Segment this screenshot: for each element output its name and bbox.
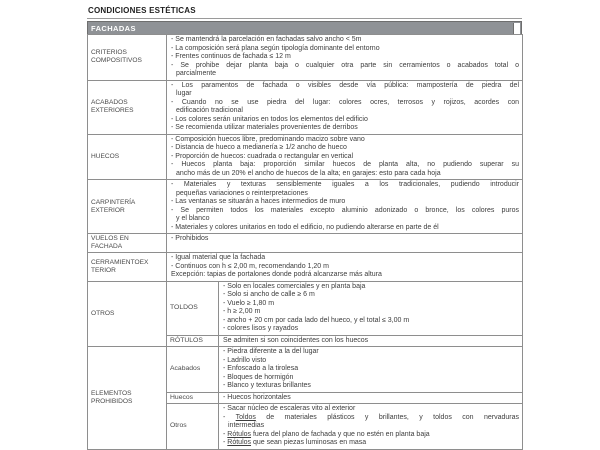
row-label: OTROS — [88, 281, 167, 347]
list-item — [223, 394, 519, 403]
list-item — [223, 374, 519, 383]
text-line: Se admiten si son coincidentes con los huecos — [223, 336, 369, 344]
text-fragment: fuera del plano de fachada y que no estén en planta baja — [251, 430, 430, 438]
list-item — [223, 317, 519, 326]
list-item — [171, 235, 519, 244]
text-line: - Los paramentos de fachada o visibles desde vía pública: mampostería de piedra del — [171, 81, 520, 89]
row-label: ELEMENTOS PROHIBIDOS — [88, 347, 167, 450]
row-label: ACABADOS EXTERIORES — [88, 80, 167, 134]
subrow-content — [219, 404, 523, 450]
text-line: - Se prohibe dejar planta baja o cualquier otra parte sin cerramientos o acabados total o — [171, 61, 520, 69]
list-item — [171, 153, 519, 162]
text-line: - Vuelo ≥ 1,80 m — [223, 299, 275, 307]
row-vuelos-en-fachada — [88, 234, 523, 253]
text-line: - Las ventanas se situarán a haces intermedios de muro — [171, 198, 346, 205]
text-line: - Piedra diferente a la del lugar — [223, 348, 319, 355]
row-label: VUELOS EN FACHADA — [88, 234, 167, 253]
row-content — [167, 35, 523, 81]
list-item — [171, 99, 519, 116]
text-line: - Bloques de hormigón — [223, 373, 294, 381]
list-item — [171, 36, 519, 45]
list-item — [171, 53, 519, 62]
subrow-label: Huecos — [167, 392, 219, 404]
text-line: - Sacar núcleo de escaleras vito al exterior — [223, 405, 356, 412]
row-content — [167, 253, 523, 282]
list-item — [171, 62, 519, 79]
text-line: - ancho + 20 cm por cada lado del hueco, y el total ≤ 3,00 m — [223, 316, 410, 324]
text-line: - colores lisos y rayados — [223, 325, 299, 332]
list-item — [223, 439, 519, 448]
text-line: - La composición será plana según tipología dominante del entorno — [171, 44, 380, 52]
text-line: - Cuando no se use piedra del lugar: colores ocres, terrosos y rojizos, acordes con — [171, 98, 520, 106]
section-header-bar — [87, 21, 522, 34]
row-label: CARPINTERÍA EXTERIOR — [88, 180, 167, 234]
text-fragment: que sean piezas luminosas en masa — [251, 439, 367, 446]
text-line: - Igual material que la fachada — [171, 254, 266, 261]
text-line: - Solo en locales comerciales y en planta baja — [223, 282, 366, 290]
text-line: - Se permiten todos los materiales excepto aluminio adonizado o bronce, los colores puros — [171, 206, 520, 214]
text-fragment: - — [223, 439, 228, 446]
row-label: CERRAMIENTOEX TERIOR — [88, 253, 167, 282]
text-line: - Se mantendrá la parcelación en fachadas salvo ancho < 5m — [171, 36, 362, 43]
title-rule — [87, 18, 522, 19]
conditions-table — [87, 34, 523, 450]
row-label: CRITERIOS COMPOSITIVOS — [88, 35, 167, 81]
row-huecos — [88, 134, 523, 180]
row-content — [167, 180, 523, 234]
text-fragment: de materiales plásticos y brillantes, y toldos con nervaduras — [255, 413, 520, 421]
text-line: y el blanco — [176, 215, 210, 222]
underlined-term: Toldos — [235, 413, 256, 421]
subrow-content — [219, 335, 523, 347]
list-item — [223, 291, 519, 300]
row-criterios-compositivos — [88, 35, 523, 81]
text-line: - Prohibidos — [171, 235, 209, 242]
list-item — [171, 254, 519, 263]
document-page — [87, 6, 522, 450]
text-line: - Huecos horizontales — [223, 393, 291, 401]
list-item — [223, 348, 519, 357]
text-line — [223, 431, 519, 440]
text-line: - Los colores serán unitarios en todos los elementos del edificio — [171, 115, 368, 123]
text-line: - Continuos con h ≤ 2,00 m, recomendando 1,20 m — [171, 262, 329, 270]
text-fragment: - — [223, 413, 236, 421]
text-fragment: - — [223, 430, 228, 438]
subrow-content — [219, 281, 523, 335]
page-title: CONDICIONES ESTÉTICAS — [88, 6, 196, 15]
text-line: ancho más de un 20% el ancho de huecos de la alta; en garajes: esto para cada hoja — [176, 169, 441, 177]
text-line: - Se recomienda utilizar materiales provenientes de derribos — [171, 124, 358, 131]
row-acabados-exteriores — [88, 80, 523, 134]
text-line: pequeñas variaciones o reinterpretaciones — [176, 189, 308, 197]
row-content — [167, 134, 523, 180]
list-item — [171, 144, 519, 153]
list-item — [171, 45, 519, 54]
text-line: - Enfoscado a la tirolesa — [223, 365, 299, 372]
list-item — [171, 198, 519, 207]
row-content — [167, 234, 523, 253]
list-item — [223, 300, 519, 309]
text-line: - Ladrillo visto — [223, 356, 267, 364]
text-line — [223, 439, 519, 448]
row-carpinteria-exterior — [88, 180, 523, 234]
text-line: - Distancia de hueco a medianería ≥ 1/2 ancho de hueco — [171, 144, 347, 151]
list-item — [171, 224, 519, 233]
subrow-label: Acabados — [167, 347, 219, 393]
text-line: - Blanco y texturas brillantes — [223, 382, 311, 389]
subrow-content — [219, 392, 523, 404]
text-line: - Materiales y colores unitarios en todo el edificio, no pudiendo alterarse en parte de él — [171, 223, 439, 231]
text-line: edificación tradicional — [176, 107, 243, 114]
list-item — [223, 382, 519, 391]
list-item — [171, 207, 519, 224]
list-item — [171, 124, 519, 133]
list-item — [223, 357, 519, 366]
list-item — [171, 136, 519, 145]
list-item — [171, 82, 519, 99]
list-item — [223, 414, 519, 431]
text-line: lugar — [176, 90, 192, 97]
row-content — [167, 80, 523, 134]
list-item — [171, 161, 519, 178]
list-item — [171, 181, 519, 198]
row-label: HUECOS — [88, 134, 167, 180]
row-prohibidos-acabados — [88, 347, 523, 393]
row-otros-toldos — [88, 281, 523, 335]
underlined-term: Rótulos — [227, 439, 252, 446]
text-line: intermedias — [228, 422, 265, 429]
list-item — [223, 431, 519, 440]
row-cerramiento-exterior — [88, 253, 523, 282]
text-line: - Materiales y texturas sensiblemente iguales a los tradicionales, pudiendo introducir — [171, 181, 520, 188]
list-item — [223, 308, 519, 317]
list-item — [223, 337, 519, 346]
subrow-content — [219, 347, 523, 393]
list-item — [223, 405, 519, 414]
subrow-label: Otros — [167, 404, 219, 450]
section-header-endcell — [513, 23, 520, 34]
text-line — [223, 414, 519, 423]
text-line: parcialmente — [176, 70, 217, 77]
text-line: - Frentes continuos de fachada ≤ 12 m — [171, 53, 291, 60]
text-line: - Solo si ancho de calle ≥ 6 m — [223, 291, 315, 298]
list-item — [171, 271, 519, 280]
list-item — [223, 283, 519, 292]
underlined-term: Rótulos — [227, 430, 252, 438]
list-item — [171, 263, 519, 272]
list-item — [171, 116, 519, 125]
list-item — [223, 325, 519, 334]
list-item — [223, 365, 519, 374]
subrow-label: RÓTULOS — [167, 335, 219, 347]
subrow-label: TOLDOS — [167, 281, 219, 335]
text-line: - Composición huecos libre, predominando macizo sobre vano — [171, 135, 365, 143]
section-header-label: FACHADAS — [91, 23, 136, 33]
text-line: Excepción: tapias de portalones donde podrá alcanzarse más altura — [171, 271, 382, 278]
text-line: - h ≥ 2,00 m — [223, 308, 261, 315]
text-line: - Proporción de huecos: cuadrada o rectangular en vertical — [171, 152, 354, 160]
text-line: - Huecos planta baja: proporción similar huecos de planta alta, no pudiendo superar su — [171, 161, 520, 168]
